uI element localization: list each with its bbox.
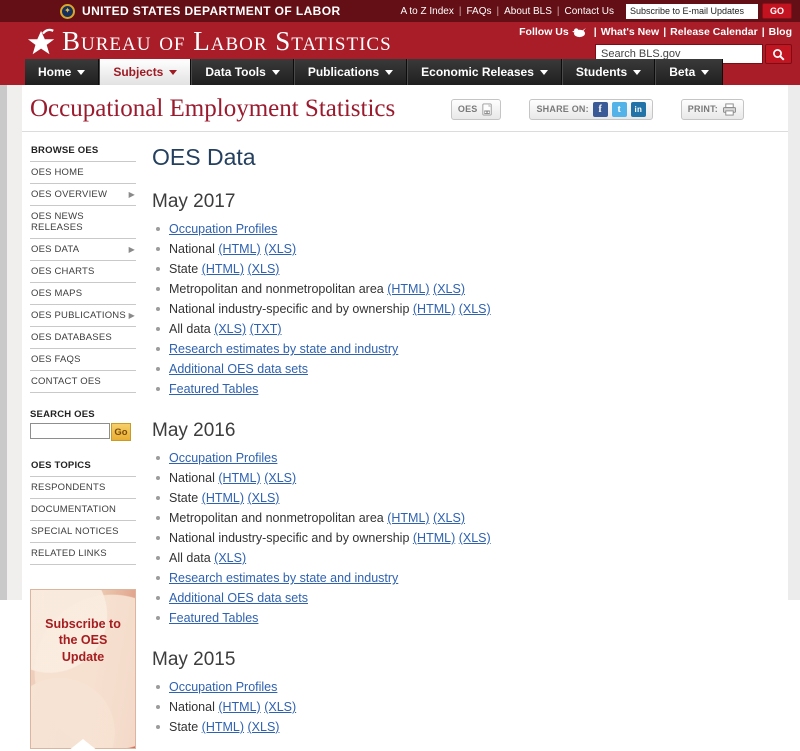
data-link[interactable]: (HTML) <box>412 531 456 545</box>
share-label: SHARE ON: <box>536 104 589 114</box>
chevron-down-icon <box>633 70 641 75</box>
section-may-2017 <box>152 191 800 396</box>
title-row <box>0 85 800 132</box>
data-link[interactable]: (XLS) <box>264 242 297 256</box>
oes-button[interactable] <box>451 99 502 120</box>
follow-link-release-calendar[interactable]: Release Calendar <box>670 26 758 38</box>
sidebar-item-label: DOCUMENTATION <box>31 504 117 515</box>
follow-link-blog[interactable]: Blog <box>768 26 792 38</box>
list-item <box>166 591 800 605</box>
twitter-bird-icon[interactable] <box>572 26 587 38</box>
section-may-2015 <box>152 649 800 734</box>
list-item: National (HTML) (XLS) <box>166 471 800 485</box>
data-link[interactable]: (XLS) <box>433 282 465 296</box>
follow-us-link[interactable]: Follow Us <box>519 26 569 38</box>
section-list <box>152 451 800 625</box>
nav-item-label: Students <box>575 65 628 79</box>
list-item: Metropolitan and nonmetropolitan area (HTML) (XLS) <box>166 282 800 296</box>
sidebar-item-respondents[interactable] <box>30 477 136 499</box>
utility-link-about-bls[interactable]: About BLS <box>504 5 552 17</box>
data-link[interactable]: (XLS) <box>264 700 297 714</box>
list-item <box>166 571 800 585</box>
data-link[interactable]: (XLS) <box>214 322 247 336</box>
link-separator: | <box>496 5 500 17</box>
chevron-down-icon <box>385 70 393 75</box>
dol-seal-icon: ✦ <box>60 4 75 19</box>
list-item: National (HTML) (XLS) <box>166 242 800 256</box>
page-title: Occupational Employment Statistics <box>30 95 396 122</box>
section-list <box>152 680 800 734</box>
section-title: May 2016 <box>152 420 236 441</box>
list-item <box>166 342 800 356</box>
data-sections <box>152 191 800 734</box>
list-item: All data (XLS) (TXT) <box>166 322 800 336</box>
data-link[interactable]: Occupation Profiles <box>169 680 278 694</box>
nav-item-home[interactable] <box>25 59 99 85</box>
data-link[interactable]: (HTML) <box>201 491 245 505</box>
sidebar-item-related-links[interactable] <box>30 543 136 565</box>
sidebar <box>30 140 136 749</box>
subscribe-go-button[interactable]: GO <box>762 3 792 19</box>
link-separator: | <box>663 26 667 38</box>
site-name: Bureau of Labor Statistics <box>62 26 392 56</box>
list-item <box>166 222 800 236</box>
section-title: May 2015 <box>152 649 236 670</box>
data-link[interactable]: Research estimates by state and industry <box>169 342 399 356</box>
chevron-down-icon <box>540 70 548 75</box>
print-icon <box>722 103 737 116</box>
data-link[interactable]: (TXT) <box>249 322 282 336</box>
data-link[interactable]: (HTML) <box>201 262 245 276</box>
utility-link-contact-us[interactable]: Contact Us <box>564 5 614 17</box>
sidebar-item-label: OES FAQS <box>31 354 81 365</box>
data-link[interactable]: Additional OES data sets <box>169 591 308 605</box>
data-link[interactable]: (XLS) <box>458 302 491 316</box>
nav-item-beta[interactable] <box>655 59 723 85</box>
data-link[interactable]: (XLS) <box>264 471 297 485</box>
oes-search-go-button[interactable]: Go <box>111 423 131 441</box>
list-item <box>166 680 800 694</box>
facebook-icon[interactable]: f <box>593 102 608 117</box>
nav-item-label: Data Tools <box>205 65 266 79</box>
oes-search-input[interactable] <box>30 423 110 439</box>
sidebar-item-label: OES DATA <box>31 244 80 255</box>
nav-item-economic-releases[interactable] <box>407 59 562 85</box>
nav-item-publications[interactable] <box>294 59 407 85</box>
sidebar-item-oes-home[interactable] <box>30 162 136 184</box>
sidebar-item-label: CONTACT OES <box>31 376 101 387</box>
oes-button-label: OES <box>457 104 478 114</box>
chevron-down-icon <box>169 70 177 75</box>
nav-item-label: Home <box>38 65 72 79</box>
page-heading: OES Data <box>152 144 256 170</box>
sidebar-item-label: OES NEWS RELEASES <box>31 211 84 233</box>
nav-item-students[interactable] <box>562 59 655 85</box>
search-oes-label: SEARCH OES <box>30 409 95 420</box>
envelope-peak-icon <box>68 739 98 751</box>
follow-links <box>590 26 792 38</box>
list-item <box>166 362 800 376</box>
print-button[interactable] <box>681 99 744 120</box>
oes-topics-list <box>30 455 136 565</box>
data-link[interactable]: Occupation Profiles <box>169 222 278 236</box>
promo-text: Subscribe to the OES Update <box>45 617 121 664</box>
list-item: National (HTML) (XLS) <box>166 700 800 714</box>
linkedin-icon[interactable]: in <box>631 102 646 117</box>
data-link[interactable]: (XLS) <box>247 720 280 734</box>
data-link[interactable]: (HTML) <box>201 720 245 734</box>
data-link[interactable]: Occupation Profiles <box>169 451 278 465</box>
data-link[interactable]: (XLS) <box>247 491 280 505</box>
data-link[interactable]: (XLS) <box>214 551 247 565</box>
bls-banner <box>0 22 800 85</box>
data-link[interactable]: (HTML) <box>412 302 456 316</box>
sidebar-item-oes-charts[interactable] <box>30 261 136 283</box>
sidebar-item-oes-data[interactable] <box>30 239 136 261</box>
chevron-down-icon <box>272 70 280 75</box>
sidebar-header: BROWSE OES <box>30 140 136 162</box>
oes-update-promo[interactable] <box>30 589 136 749</box>
nav-item-label: Economic Releases <box>421 65 534 79</box>
list-item <box>166 451 800 465</box>
data-link[interactable]: (HTML) <box>218 242 261 256</box>
link-separator: | <box>593 26 597 38</box>
list-item: All data (XLS) <box>166 551 800 565</box>
list-item: National industry-specific and by ownership (HTML) (XLS) <box>166 302 800 316</box>
sidebar-item-label: OES MAPS <box>31 288 83 299</box>
data-link[interactable]: Research estimates by state and industry <box>169 571 399 585</box>
subscribe-email-input[interactable] <box>626 4 758 19</box>
sidebar-item-oes-publications[interactable] <box>30 305 136 327</box>
chevron-right-icon: ▶ <box>128 245 135 254</box>
chevron-right-icon: ▶ <box>128 311 135 320</box>
list-item: State (HTML) (XLS) <box>166 491 800 505</box>
search-icon <box>772 48 785 61</box>
utility-link-faqs[interactable]: FAQs <box>466 5 492 17</box>
chevron-down-icon <box>77 70 85 75</box>
dol-utility-bar <box>0 0 800 22</box>
nav-item-label: Subjects <box>113 65 164 79</box>
data-link[interactable]: (XLS) <box>458 531 491 545</box>
nav-item-label: Beta <box>669 65 696 79</box>
browse-oes-list <box>30 140 136 393</box>
search-oes-block <box>30 409 136 441</box>
sidebar-item-oes-faqs[interactable] <box>30 349 136 371</box>
data-link[interactable]: (HTML) <box>218 700 261 714</box>
data-link[interactable]: (XLS) <box>247 262 280 276</box>
link-separator: | <box>556 5 560 17</box>
list-item <box>166 382 800 396</box>
sidebar-item-contact-oes[interactable] <box>30 371 136 393</box>
section-may-2016 <box>152 420 800 625</box>
oes-doc-icon <box>481 103 494 116</box>
sidebar-item-label: OES HOME <box>31 167 84 178</box>
sidebar-item-oes-news-releases[interactable] <box>30 206 136 239</box>
follow-row <box>519 26 792 38</box>
data-link[interactable]: Additional OES data sets <box>169 362 308 376</box>
list-item: State (HTML) (XLS) <box>166 262 800 276</box>
nav-item-subjects[interactable] <box>99 59 191 85</box>
nav-item-label: Publications <box>307 65 380 79</box>
data-link[interactable]: (HTML) <box>387 511 430 525</box>
data-link[interactable]: (HTML) <box>387 282 430 296</box>
share-bar <box>529 99 652 120</box>
sidebar-item-label: RELATED LINKS <box>31 548 107 559</box>
sidebar-item-label: OES CHARTS <box>31 266 95 277</box>
list-item: Metropolitan and nonmetropolitan area (HTML) (XLS) <box>166 511 800 525</box>
section-list <box>152 222 800 396</box>
sidebar-item-special-notices[interactable] <box>30 521 136 543</box>
utility-link-a-to-z-index[interactable]: A to Z Index <box>400 5 454 17</box>
utility-links <box>396 6 618 17</box>
section-title: May 2017 <box>152 191 236 212</box>
data-link[interactable]: Featured Tables <box>169 382 259 396</box>
sidebar-item-oes-maps[interactable] <box>30 283 136 305</box>
sidebar-item-label: RESPONDENTS <box>31 482 106 493</box>
chevron-right-icon: ▶ <box>128 190 135 199</box>
sidebar-item-label: SPECIAL NOTICES <box>31 526 119 537</box>
list-item: National industry-specific and by ownership (HTML) (XLS) <box>166 531 800 545</box>
sidebar-item-label: OES OVERVIEW <box>31 189 108 200</box>
chevron-down-icon <box>701 70 709 75</box>
data-link[interactable]: (XLS) <box>433 511 465 525</box>
main-nav <box>25 59 723 85</box>
list-item: State (HTML) (XLS) <box>166 720 800 734</box>
link-separator: | <box>761 26 765 38</box>
link-separator: | <box>458 5 462 17</box>
list-item <box>166 611 800 625</box>
sidebar-header: OES TOPICS <box>30 455 136 477</box>
bls-search-button[interactable] <box>765 44 792 64</box>
agency-name: UNITED STATES DEPARTMENT OF LABOR <box>82 4 341 18</box>
nav-item-data-tools[interactable] <box>191 59 293 85</box>
data-link[interactable]: Featured Tables <box>169 611 259 625</box>
sidebar-item-oes-databases[interactable] <box>30 327 136 349</box>
sidebar-item-label: OES DATABASES <box>31 332 112 343</box>
sidebar-item-label: OES PUBLICATIONS <box>31 310 126 321</box>
data-link[interactable]: (HTML) <box>218 471 261 485</box>
page-edge-left <box>0 85 7 600</box>
sidebar-item-oes-overview[interactable] <box>30 184 136 206</box>
page-edge-left-inner <box>7 85 22 600</box>
bls-star-logo <box>26 28 58 58</box>
main-content <box>136 140 800 749</box>
twitter-icon[interactable]: t <box>612 102 627 117</box>
print-label: PRINT: <box>687 104 718 114</box>
follow-link-what-s-new[interactable]: What's New <box>600 26 660 38</box>
sidebar-item-documentation[interactable] <box>30 499 136 521</box>
